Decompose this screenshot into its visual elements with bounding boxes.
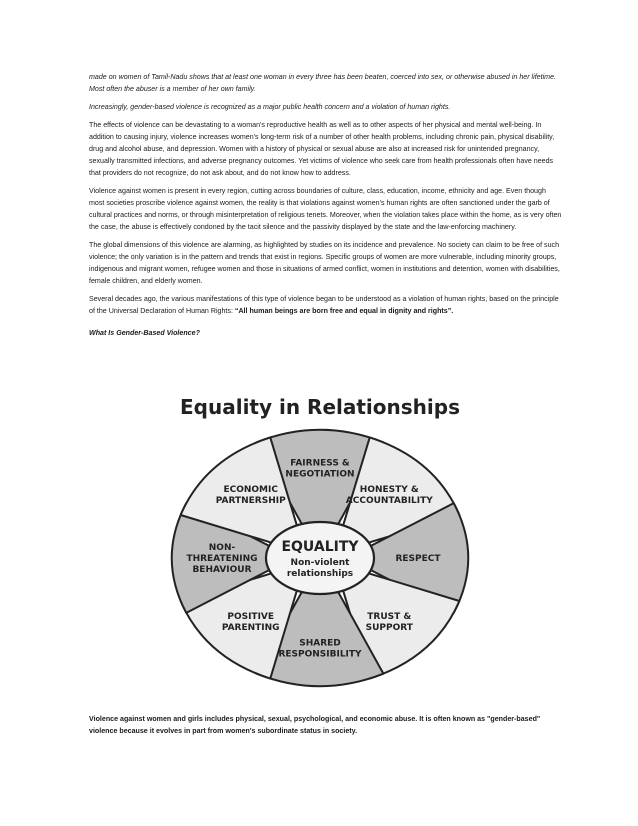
paragraph-every-region: Violence against women is present in every region, cutting across boundaries of culture, class, education, income, ethnicity and age. Even though most societies proscribe violence against women, the reality is that violations against women's human rights are often sanctioned under the garb of cultural practices and norms, or through misinterpretation of religious tenets. Moreover, when the violation takes place within the home, as is very often the case, the abuse is effectively condoned by the tacit silence and the passivity displayed by the state and the law-enforcing machinery. [89,187,562,231]
petal-label-3-1: SUPPORT [365,623,413,634]
center-label-relationships: relationships [286,569,354,579]
petal-label-5-1: PARENTING [221,623,280,634]
center-hub [266,522,374,594]
petal-label-4-0: SHARED [299,638,341,649]
paragraph-tamil-nadu: made on women of Tamil-Nadu shows that at least one woman in every three has been beaten, coerced into sex, or otherwise abused in her lifetime. Most often the abuser is a member of her own family. [89,73,557,93]
petal-label-0-1: NEGOTIATION [285,469,355,480]
petal-label-7-0: ECONOMIC [223,484,278,495]
body-text [89,71,563,345]
petal-label-3-0: TRUST & [367,612,412,623]
equality-wheel-diagram [140,386,500,694]
paragraph-global-dimensions: The global dimensions of this violence are alarming, as highlighted by studies on its incidence and prevalence. No society can claim to be free of such violence; the only variation is in the pattern and trends that exist in regions. Specific groups of women are more vulnerable, including minority groups, indigenous and migrant women, refugee women and those in situations of armed conflict, women in institutions and detention, women with disabilities, female children, and elderly women. [89,241,560,285]
petal-label-6-1: THREATENING [186,554,258,564]
petal-label-5-0: POSITIVE [227,612,275,623]
diagram-caption: Violence against women and girls includes physical, sexual, psychological, and economic abuse. It is often known as "gender-based" violence because it evolves in part from women's subordinate status in society. [89,715,541,735]
petal-label-6-0: NON- [208,543,236,553]
paragraph-effects: The effects of violence can be devastating to a woman's reproductive health as well as to other aspects of her physical and mental well-being. In addition to causing injury, violence increases women's long-term risk of a number of other health problems, including chronic pain, physical disability, drug and alcohol abuse, and depression. Women with a history of physical or sexual abuse are also at increased risk for unintended pregnancy, sexually transmitted infections, and adverse pregnancy outcomes. Yet victims of violence who seek care from health professionals often have needs that providers do not recognize, do not ask about, and do not know how to address. [89,121,555,177]
petal-label-1-1: ACCOUNTABILITY [345,495,433,506]
petal-label-0-0: FAIRNESS & [290,458,350,469]
udhr-quote: “All human beings are born free and equal in dignity and rights”. [234,307,454,315]
petal-label-2-0: RESPECT [395,554,441,564]
center-label-equality: EQUALITY [281,539,359,555]
petal-label-7-1: PARTNERSHIP [215,495,286,506]
petal-label-6-2: BEHAVIOUR [192,565,252,575]
paragraph-public-health: Increasingly, gender-based violence is recognized as a major public health concern and a violation of human rights. [89,103,451,111]
petal-label-1-0: HONESTY & [359,484,419,495]
diagram-title: Equality in Relationships [180,395,460,419]
section-heading: What Is Gender-Based Violence? [89,329,200,337]
center-label-nonviolent: Non-violent [290,558,350,568]
paragraph-human-rights [89,293,563,317]
petal-label-4-1: RESPONSIBILITY [278,649,362,660]
human-rights-lead: Several decades ago, the various manifestations of this type of violence began to be understood as a violation of human rights, based on the principle of the Universal Declaration of Human Rights: [89,295,559,315]
